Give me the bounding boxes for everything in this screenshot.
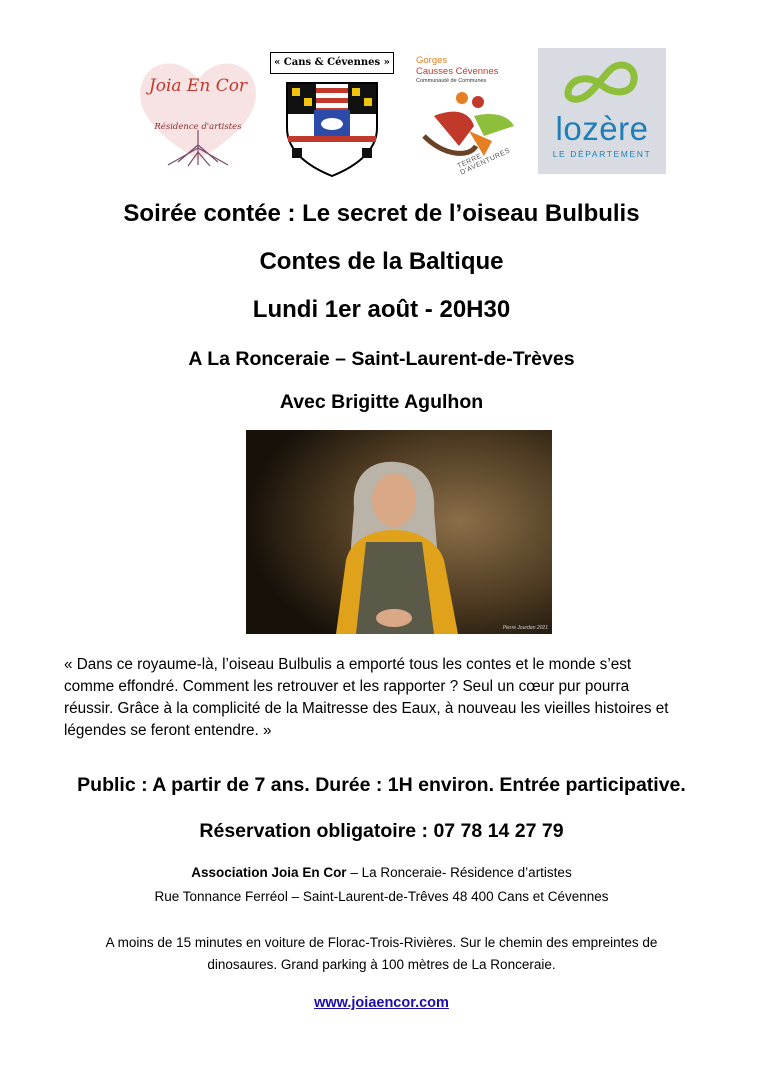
association-rest: – La Ronceraie- Résidence d’artistes: [346, 865, 572, 880]
lozere-name: lozère: [555, 110, 649, 147]
storyteller-portrait-icon: [246, 430, 552, 634]
coat-of-arms-icon: [282, 78, 382, 178]
reservation-info: Réservation obligatoire : 07 78 14 27 79: [199, 820, 564, 842]
quote-line-3: réussir. Grâce à la complicité de la Maitresse des Eaux, à nouveau les vieilles histoires et: [64, 700, 669, 717]
association-address: Rue Tonnance Ferréol – Saint-Laurent-de-Trêves 48 400 Cans et Cévennes: [154, 889, 609, 904]
public-info: Public : A partir de 7 ans. Durée : 1H environ. Entrée participative.: [77, 774, 686, 796]
quote-line-4: légendes se feront entendre. »: [64, 722, 272, 739]
event-date: Lundi 1er août - 20H30: [252, 296, 511, 323]
gorges-causses-logo: [410, 52, 528, 177]
quote-line-2: comme effondré. Comment les retrouver et les rapporter ? Seul un cœur pur pourra: [64, 678, 630, 695]
association-name: Association Joia En Cor: [191, 865, 347, 880]
lozere-subtitle: LE DÉPARTEMENT: [552, 149, 652, 159]
gorges-line1: Gorges: [416, 55, 448, 66]
event-place: A La Ronceraie – Saint-Laurent-de-Trèves: [188, 348, 575, 370]
joia-en-cor-logo: [128, 50, 268, 168]
storyteller-photo: [246, 430, 552, 634]
association-line: [0, 862, 763, 884]
photo-credit: Pierre Jourdan 2021: [502, 625, 548, 631]
access-line-2: dinosaures. Grand parking à 100 mètres de La Ronceraie.: [207, 957, 556, 972]
quote-line-1: « Dans ce royaume-là, l’oiseau Bulbulis a emporté tous les contes et le monde s’est: [64, 656, 632, 673]
gorges-line2: Causses Cévennes: [416, 66, 499, 77]
joia-logo-name: Joia En Cor: [148, 76, 248, 96]
gorges-tagline: TERRE D'AVENTURES: [456, 147, 512, 177]
joia-logo-subtitle: Résidence d'artistes: [154, 122, 242, 132]
heart-tree-icon: [128, 50, 268, 168]
gorges-line3: Communauté de Communes: [416, 78, 487, 84]
access-line-1: A moins de 15 minutes en voiture de Florac-Trois-Rivières. Sur le chemin des empreintes de: [105, 935, 658, 950]
event-subtitle: Contes de la Baltique: [259, 248, 504, 275]
event-performer: Avec Brigitte Agulhon: [279, 391, 484, 413]
lozere-logo: [538, 48, 666, 174]
website-link[interactable]: www.joiaencor.com: [314, 995, 449, 1011]
story-quote: [64, 654, 744, 742]
event-title: Soirée contée : Le secret de l’oiseau Bulbulis: [123, 200, 640, 227]
cans-banner: « Cans & Cévennes »: [270, 52, 394, 74]
infinity-icon: [562, 54, 642, 110]
cans-cevennes-logo: [270, 52, 394, 180]
